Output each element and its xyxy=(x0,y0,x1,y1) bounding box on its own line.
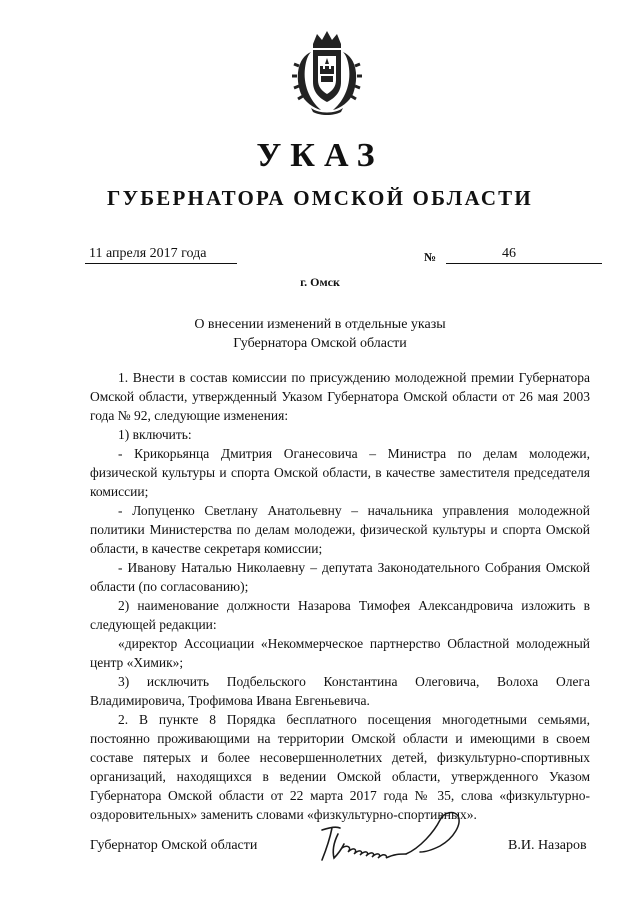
number-sign: № xyxy=(424,250,437,264)
signatory-name: В.И. Назаров xyxy=(508,838,587,853)
issuing-authority-title: ГУБЕРНАТОРА ОМСКОЙ ОБЛАСТИ xyxy=(107,186,533,210)
document-type-title: УКАЗ xyxy=(256,137,384,174)
decree-date-field xyxy=(85,246,237,264)
decree-date: 11 апреля 2017 года xyxy=(89,246,207,261)
paragraph-2: 2. В пункте 8 Порядка бесплатного посещения многодетными семьями, постоянно проживающими на территории Омской области и имеющими в своем составе пятерых и более несовершеннолетних детей, физкультурно-спортивных организаций, находящихся в ведении Омской области, утвержденного Указом Губернатора Омской области от 22 марта 2017 года № 35, слова «физкультурно-оздоровительных» заменить словами «физкультурно-спортивных». xyxy=(90,712,590,822)
issue-city: г. Омск xyxy=(300,275,340,289)
decree-body xyxy=(90,368,590,824)
paragraph-ivanova: - Иванову Наталью Николаевну – депутата Законодательного Собрания Омской области (по согласованию); xyxy=(90,560,590,594)
subject-line-1: О внесении изменений в отдельные указы xyxy=(194,317,446,332)
decree-number-line xyxy=(446,246,602,264)
paragraph-krikoryants: - Крикорьянца Дмитрия Оганесовича – Министра по делам молодежи, физической культуры и спорта Омской области, в качестве заместителя председателя комиссии; xyxy=(90,446,590,499)
paragraph-title-change: 2) наименование должности Назарова Тимофея Александровича изложить в следующей редакции: xyxy=(90,598,590,632)
paragraph-1: 1. Внести в состав комиссии по присуждению молодежной премии Губернатора Омской области, утвержденный Указом Губернатора Омской области от 26 мая 2003 года № 92, следующие изменения: xyxy=(90,370,590,423)
signatory-position: Губернатор Омской области xyxy=(90,838,258,853)
decree-subject xyxy=(0,315,640,353)
handwritten-signature xyxy=(308,808,478,870)
paragraph-include: 1) включить: xyxy=(118,427,192,442)
paragraph-exclude: 3) исключить Подбельского Константина Олеговича, Волоха Олега Владимировича, Трофимова Ивана Евгеньевича. xyxy=(90,674,590,708)
subject-line-2: Губернатора Омской области xyxy=(233,336,407,351)
omsk-coat-of-arms-icon xyxy=(291,28,363,116)
paragraph-lopucenko: - Лопуценко Светлану Анатольевну – начальника управления молодежной политики Министерства по делам молодежи, физической культуры и спорта Омской области, в качестве секретаря комиссии; xyxy=(90,503,590,556)
decree-number: 46 xyxy=(502,246,516,261)
paragraph-new-title: «директор Ассоциации «Некоммерческое партнерство Областной молодежный центр «Химик»; xyxy=(90,636,590,670)
